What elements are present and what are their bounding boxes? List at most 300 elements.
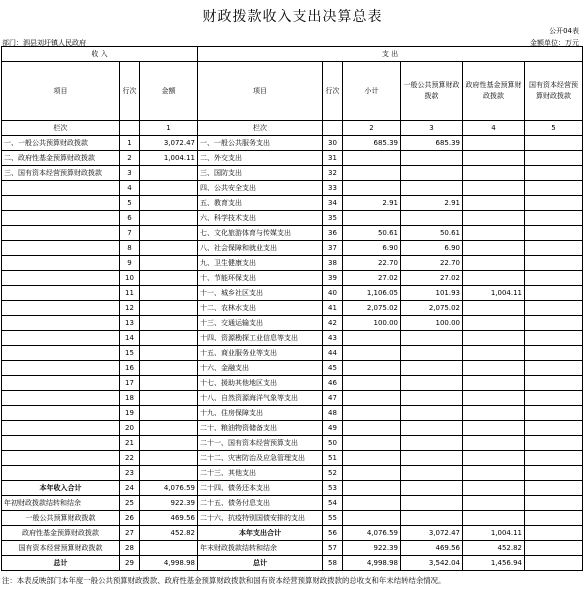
cell-ex-no: 49 [323, 421, 343, 436]
cell-cap [525, 391, 583, 406]
section-header-row [2, 47, 583, 62]
table-row [2, 481, 583, 496]
cell-fund [463, 406, 525, 421]
cell-fund [463, 466, 525, 481]
cell-in-item [2, 316, 120, 331]
cell-ex-no: 35 [323, 211, 343, 226]
cell-fund [463, 346, 525, 361]
cell-in-amt [140, 241, 198, 256]
table-row [2, 421, 583, 436]
cell-ex-no: 37 [323, 241, 343, 256]
cell-fund [463, 166, 525, 181]
cell-in-item [2, 256, 120, 271]
cell-gen [401, 481, 463, 496]
col-index-label: 栏次 [2, 121, 120, 136]
cell-cap [525, 196, 583, 211]
cell-sub: 2.91 [343, 196, 401, 211]
cell-in-item: 年初财政拨款结转和结余 [2, 496, 120, 511]
expense-section-header: 支 出 [198, 47, 583, 62]
col-header-expense-item: 项目 [198, 62, 323, 121]
cell-ex-no: 31 [323, 151, 343, 166]
cell-in-no: 18 [120, 391, 140, 406]
cell-in-no: 17 [120, 376, 140, 391]
cell-in-amt: 4,998.98 [140, 556, 198, 571]
cell-in-no: 1 [120, 136, 140, 151]
cell-in-no: 22 [120, 451, 140, 466]
cell-in-item [2, 451, 120, 466]
cell-fund [463, 361, 525, 376]
department-label: 部门：泗县刘圩镇人民政府 [2, 39, 86, 47]
cell-in-item [2, 211, 120, 226]
cell-fund [463, 481, 525, 496]
cell-in-item [2, 241, 120, 256]
table-row [2, 346, 583, 361]
cell-in-amt: 922.39 [140, 496, 198, 511]
cell-ex-item: 一、一般公共服务支出 [198, 136, 323, 151]
cell-cap [525, 421, 583, 436]
cell-in-no: 23 [120, 466, 140, 481]
col-index-blank-2 [323, 121, 343, 136]
cell-ex-no: 32 [323, 166, 343, 181]
cell-in-no: 15 [120, 346, 140, 361]
cell-ex-no: 40 [323, 286, 343, 301]
cell-sub [343, 346, 401, 361]
cell-in-item [2, 361, 120, 376]
table-row [2, 226, 583, 241]
cell-in-amt [140, 271, 198, 286]
cell-in-amt [140, 166, 198, 181]
table-row [2, 286, 583, 301]
cell-in-item: 本年收入合计 [2, 481, 120, 496]
cell-in-amt [140, 436, 198, 451]
cell-ex-item: 八、社会保障和就业支出 [198, 241, 323, 256]
cell-fund [463, 316, 525, 331]
table-row [2, 406, 583, 421]
cell-in-item [2, 331, 120, 346]
cell-ex-no: 53 [323, 481, 343, 496]
cell-gen: 101.93 [401, 286, 463, 301]
col-index-1: 1 [140, 121, 198, 136]
cell-in-amt: 469.56 [140, 511, 198, 526]
cell-gen: 469.56 [401, 541, 463, 556]
table-row [2, 451, 583, 466]
cell-fund [463, 511, 525, 526]
cell-in-no: 16 [120, 361, 140, 376]
cell-gen: 3,542.04 [401, 556, 463, 571]
cell-sub [343, 331, 401, 346]
cell-gen [401, 466, 463, 481]
cell-fund [463, 376, 525, 391]
cell-ex-item: 十一、城乡社区支出 [198, 286, 323, 301]
cell-in-no: 6 [120, 211, 140, 226]
cell-in-amt [140, 361, 198, 376]
cell-cap [525, 406, 583, 421]
cell-in-item [2, 226, 120, 241]
col-header-general-budget: 一般公共预算财政拨款 [401, 62, 463, 121]
cell-gen [401, 391, 463, 406]
table-row [2, 256, 583, 271]
cell-ex-item: 十六、金融支出 [198, 361, 323, 376]
col-header-income-row-no: 行次 [120, 62, 140, 121]
cell-in-amt [140, 316, 198, 331]
cell-sub [343, 511, 401, 526]
col-header-state-capital: 国有资本经营预算财政拨款 [525, 62, 583, 121]
cell-sub: 4,076.59 [343, 526, 401, 541]
col-index-3: 3 [401, 121, 463, 136]
cell-ex-no: 43 [323, 331, 343, 346]
cell-sub: 922.39 [343, 541, 401, 556]
cell-ex-no: 34 [323, 196, 343, 211]
table-row [2, 151, 583, 166]
amount-unit-label: 金额单位：万元 [530, 39, 579, 47]
cell-in-no: 11 [120, 286, 140, 301]
cell-cap [525, 136, 583, 151]
income-section-header: 收 入 [2, 47, 198, 62]
cell-sub: 50.61 [343, 226, 401, 241]
cell-in-no: 14 [120, 331, 140, 346]
cell-ex-item: 十三、交通运输支出 [198, 316, 323, 331]
cell-cap [525, 346, 583, 361]
cell-in-no: 3 [120, 166, 140, 181]
cell-sub [343, 211, 401, 226]
form-number: 公开04表 [549, 27, 579, 35]
cell-in-amt [140, 466, 198, 481]
cell-ex-no: 41 [323, 301, 343, 316]
table-row [2, 166, 583, 181]
cell-fund [463, 151, 525, 166]
cell-in-item [2, 286, 120, 301]
cell-sub [343, 181, 401, 196]
table-row [2, 196, 583, 211]
cell-fund [463, 196, 525, 211]
cell-fund [463, 496, 525, 511]
cell-ex-no: 38 [323, 256, 343, 271]
cell-cap [525, 181, 583, 196]
cell-fund [463, 241, 525, 256]
cell-in-no: 29 [120, 556, 140, 571]
cell-cap [525, 451, 583, 466]
cell-ex-item: 十二、农林水支出 [198, 301, 323, 316]
cell-cap [525, 436, 583, 451]
cell-in-amt: 452.82 [140, 526, 198, 541]
cell-sub [343, 391, 401, 406]
cell-in-item [2, 391, 120, 406]
cell-gen: 22.70 [401, 256, 463, 271]
table-row [2, 376, 583, 391]
cell-in-no: 13 [120, 316, 140, 331]
cell-fund [463, 136, 525, 151]
cell-cap [525, 151, 583, 166]
cell-gen [401, 151, 463, 166]
cell-in-item [2, 421, 120, 436]
table-row [2, 361, 583, 376]
cell-gen [401, 211, 463, 226]
cell-fund [463, 451, 525, 466]
cell-cap [525, 541, 583, 556]
cell-cap [525, 256, 583, 271]
cell-fund [463, 181, 525, 196]
cell-in-amt [140, 451, 198, 466]
table-row [2, 136, 583, 151]
cell-sub [343, 496, 401, 511]
cell-sub: 100.00 [343, 316, 401, 331]
cell-in-amt [140, 256, 198, 271]
col-header-income-item: 项目 [2, 62, 120, 121]
cell-fund [463, 391, 525, 406]
cell-in-item [2, 181, 120, 196]
column-index-row [2, 121, 583, 136]
cell-cap [525, 466, 583, 481]
cell-cap [525, 481, 583, 496]
cell-ex-no: 39 [323, 271, 343, 286]
cell-gen [401, 496, 463, 511]
cell-cap [525, 496, 583, 511]
cell-in-item: 一、一般公共预算财政拨款 [2, 136, 120, 151]
cell-fund [463, 331, 525, 346]
cell-sub: 4,998.98 [343, 556, 401, 571]
cell-sub: 6.90 [343, 241, 401, 256]
cell-ex-item: 七、文化旅游体育与传媒支出 [198, 226, 323, 241]
cell-cap [525, 556, 583, 571]
report-title: 财政拨款收入支出决算总表 [202, 9, 383, 25]
cell-in-amt [140, 541, 198, 556]
cell-sub: 22.70 [343, 256, 401, 271]
cell-cap [525, 226, 583, 241]
cell-gen: 2.91 [401, 196, 463, 211]
cell-ex-no: 54 [323, 496, 343, 511]
cell-sub: 27.02 [343, 271, 401, 286]
cell-ex-item: 三、国防支出 [198, 166, 323, 181]
cell-fund: 1,004.11 [463, 286, 525, 301]
cell-in-no: 10 [120, 271, 140, 286]
cell-in-item [2, 346, 120, 361]
cell-in-item: 国有资本经营预算财政拨款 [2, 541, 120, 556]
cell-in-no: 7 [120, 226, 140, 241]
budget-table [1, 46, 583, 571]
cell-in-amt [140, 226, 198, 241]
cell-ex-no: 45 [323, 361, 343, 376]
cell-in-no: 21 [120, 436, 140, 451]
cell-ex-item: 九、卫生健康支出 [198, 256, 323, 271]
cell-sub [343, 361, 401, 376]
cell-ex-no: 33 [323, 181, 343, 196]
table-row [2, 181, 583, 196]
cell-gen [401, 406, 463, 421]
cell-ex-no: 30 [323, 136, 343, 151]
cell-ex-item: 本年支出合计 [198, 526, 323, 541]
cell-in-no: 19 [120, 406, 140, 421]
cell-in-item: 总计 [2, 556, 120, 571]
cell-in-no: 4 [120, 181, 140, 196]
cell-gen [401, 346, 463, 361]
col-index-label-2: 栏次 [198, 121, 323, 136]
cell-fund [463, 211, 525, 226]
cell-in-amt [140, 301, 198, 316]
cell-gen [401, 511, 463, 526]
cell-sub: 685.39 [343, 136, 401, 151]
table-body [2, 136, 583, 571]
cell-in-no: 12 [120, 301, 140, 316]
cell-in-amt [140, 406, 198, 421]
cell-fund: 1,004.11 [463, 526, 525, 541]
cell-sub [343, 151, 401, 166]
cell-in-no: 27 [120, 526, 140, 541]
cell-in-no: 20 [120, 421, 140, 436]
cell-in-amt [140, 391, 198, 406]
cell-gen: 6.90 [401, 241, 463, 256]
cell-ex-no: 47 [323, 391, 343, 406]
cell-ex-item: 十七、援助其他地区支出 [198, 376, 323, 391]
cell-gen [401, 166, 463, 181]
cell-sub [343, 406, 401, 421]
cell-sub [343, 421, 401, 436]
cell-in-amt [140, 181, 198, 196]
footnote: 注：本表反映部门本年度一般公共预算财政拨款、政府性基金预算财政拨款和国有资本经营预算财政拨款的总收支和年末结转结余情况。 [2, 576, 446, 585]
cell-ex-item: 二十一、国有资本经营预算支出 [198, 436, 323, 451]
cell-cap [525, 511, 583, 526]
cell-in-item [2, 466, 120, 481]
col-header-expense-row-no: 行次 [323, 62, 343, 121]
cell-ex-no: 50 [323, 436, 343, 451]
cell-fund [463, 436, 525, 451]
cell-in-item [2, 196, 120, 211]
cell-ex-no: 44 [323, 346, 343, 361]
cell-in-amt [140, 421, 198, 436]
cell-ex-item: 二十四、债务还本支出 [198, 481, 323, 496]
table-row [2, 316, 583, 331]
cell-ex-item: 十八、自然资源海洋气象等支出 [198, 391, 323, 406]
cell-fund: 1,456.94 [463, 556, 525, 571]
cell-in-item [2, 376, 120, 391]
cell-ex-item: 二十五、债务付息支出 [198, 496, 323, 511]
cell-sub [343, 481, 401, 496]
table-row [2, 241, 583, 256]
col-index-blank [120, 121, 140, 136]
cell-ex-item: 四、公共安全支出 [198, 181, 323, 196]
cell-in-item: 三、国有资本经营预算财政拨款 [2, 166, 120, 181]
cell-cap [525, 286, 583, 301]
cell-gen: 3,072.47 [401, 526, 463, 541]
cell-ex-item: 十五、商业服务业等支出 [198, 346, 323, 361]
table-row [2, 541, 583, 556]
cell-ex-no: 48 [323, 406, 343, 421]
col-index-4: 4 [463, 121, 525, 136]
col-header-gov-fund: 政府性基金预算财政拨款 [463, 62, 525, 121]
cell-ex-no: 42 [323, 316, 343, 331]
cell-ex-no: 57 [323, 541, 343, 556]
cell-sub: 1,106.05 [343, 286, 401, 301]
cell-ex-item: 十九、住房保障支出 [198, 406, 323, 421]
cell-in-item [2, 436, 120, 451]
cell-ex-no: 46 [323, 376, 343, 391]
cell-gen [401, 331, 463, 346]
cell-in-no: 5 [120, 196, 140, 211]
cell-in-item: 一般公共预算财政拨款 [2, 511, 120, 526]
cell-in-amt [140, 286, 198, 301]
cell-in-no: 26 [120, 511, 140, 526]
cell-cap [525, 331, 583, 346]
cell-gen [401, 436, 463, 451]
cell-in-no: 28 [120, 541, 140, 556]
table-row [2, 526, 583, 541]
cell-in-item: 政府性基金预算财政拨款 [2, 526, 120, 541]
cell-sub [343, 376, 401, 391]
col-header-income-amount: 金额 [140, 62, 198, 121]
cell-ex-no: 36 [323, 226, 343, 241]
cell-gen: 100.00 [401, 316, 463, 331]
cell-cap [525, 211, 583, 226]
cell-gen: 27.02 [401, 271, 463, 286]
cell-cap [525, 361, 583, 376]
table-row [2, 211, 583, 226]
cell-in-amt [140, 376, 198, 391]
cell-ex-item: 总计 [198, 556, 323, 571]
cell-ex-no: 52 [323, 466, 343, 481]
cell-gen [401, 361, 463, 376]
col-header-subtotal: 小计 [343, 62, 401, 121]
cell-gen: 2,075.02 [401, 301, 463, 316]
cell-fund [463, 226, 525, 241]
cell-in-amt [140, 346, 198, 361]
cell-sub [343, 451, 401, 466]
cell-in-amt: 3,072.47 [140, 136, 198, 151]
cell-cap [525, 376, 583, 391]
table-row [2, 496, 583, 511]
cell-fund [463, 256, 525, 271]
cell-cap [525, 166, 583, 181]
cell-sub [343, 466, 401, 481]
cell-sub [343, 166, 401, 181]
cell-gen [401, 421, 463, 436]
cell-sub: 2,075.02 [343, 301, 401, 316]
cell-ex-no: 58 [323, 556, 343, 571]
cell-ex-no: 51 [323, 451, 343, 466]
cell-in-amt [140, 196, 198, 211]
cell-ex-item: 十、节能环保支出 [198, 271, 323, 286]
cell-gen [401, 451, 463, 466]
cell-in-no: 25 [120, 496, 140, 511]
cell-in-amt [140, 211, 198, 226]
cell-ex-item: 五、教育支出 [198, 196, 323, 211]
cell-in-no: 8 [120, 241, 140, 256]
cell-ex-no: 56 [323, 526, 343, 541]
cell-in-item: 二、政府性基金预算财政拨款 [2, 151, 120, 166]
cell-ex-item: 二十二、灾害防治及应急管理支出 [198, 451, 323, 466]
cell-fund [463, 421, 525, 436]
cell-ex-item: 二十六、抗疫特别国债安排的支出 [198, 511, 323, 526]
cell-gen [401, 181, 463, 196]
table-row [2, 436, 583, 451]
cell-in-no: 24 [120, 481, 140, 496]
table-row [2, 271, 583, 286]
cell-in-no: 2 [120, 151, 140, 166]
table-row [2, 331, 583, 346]
cell-fund [463, 301, 525, 316]
cell-ex-item: 六、科学技术支出 [198, 211, 323, 226]
cell-gen: 685.39 [401, 136, 463, 151]
cell-in-item [2, 271, 120, 286]
table-row [2, 556, 583, 571]
cell-in-amt: 4,076.59 [140, 481, 198, 496]
cell-cap [525, 301, 583, 316]
cell-gen [401, 376, 463, 391]
cell-cap [525, 271, 583, 286]
cell-fund [463, 271, 525, 286]
cell-sub [343, 436, 401, 451]
cell-cap [525, 316, 583, 331]
cell-in-amt [140, 331, 198, 346]
table-row [2, 511, 583, 526]
